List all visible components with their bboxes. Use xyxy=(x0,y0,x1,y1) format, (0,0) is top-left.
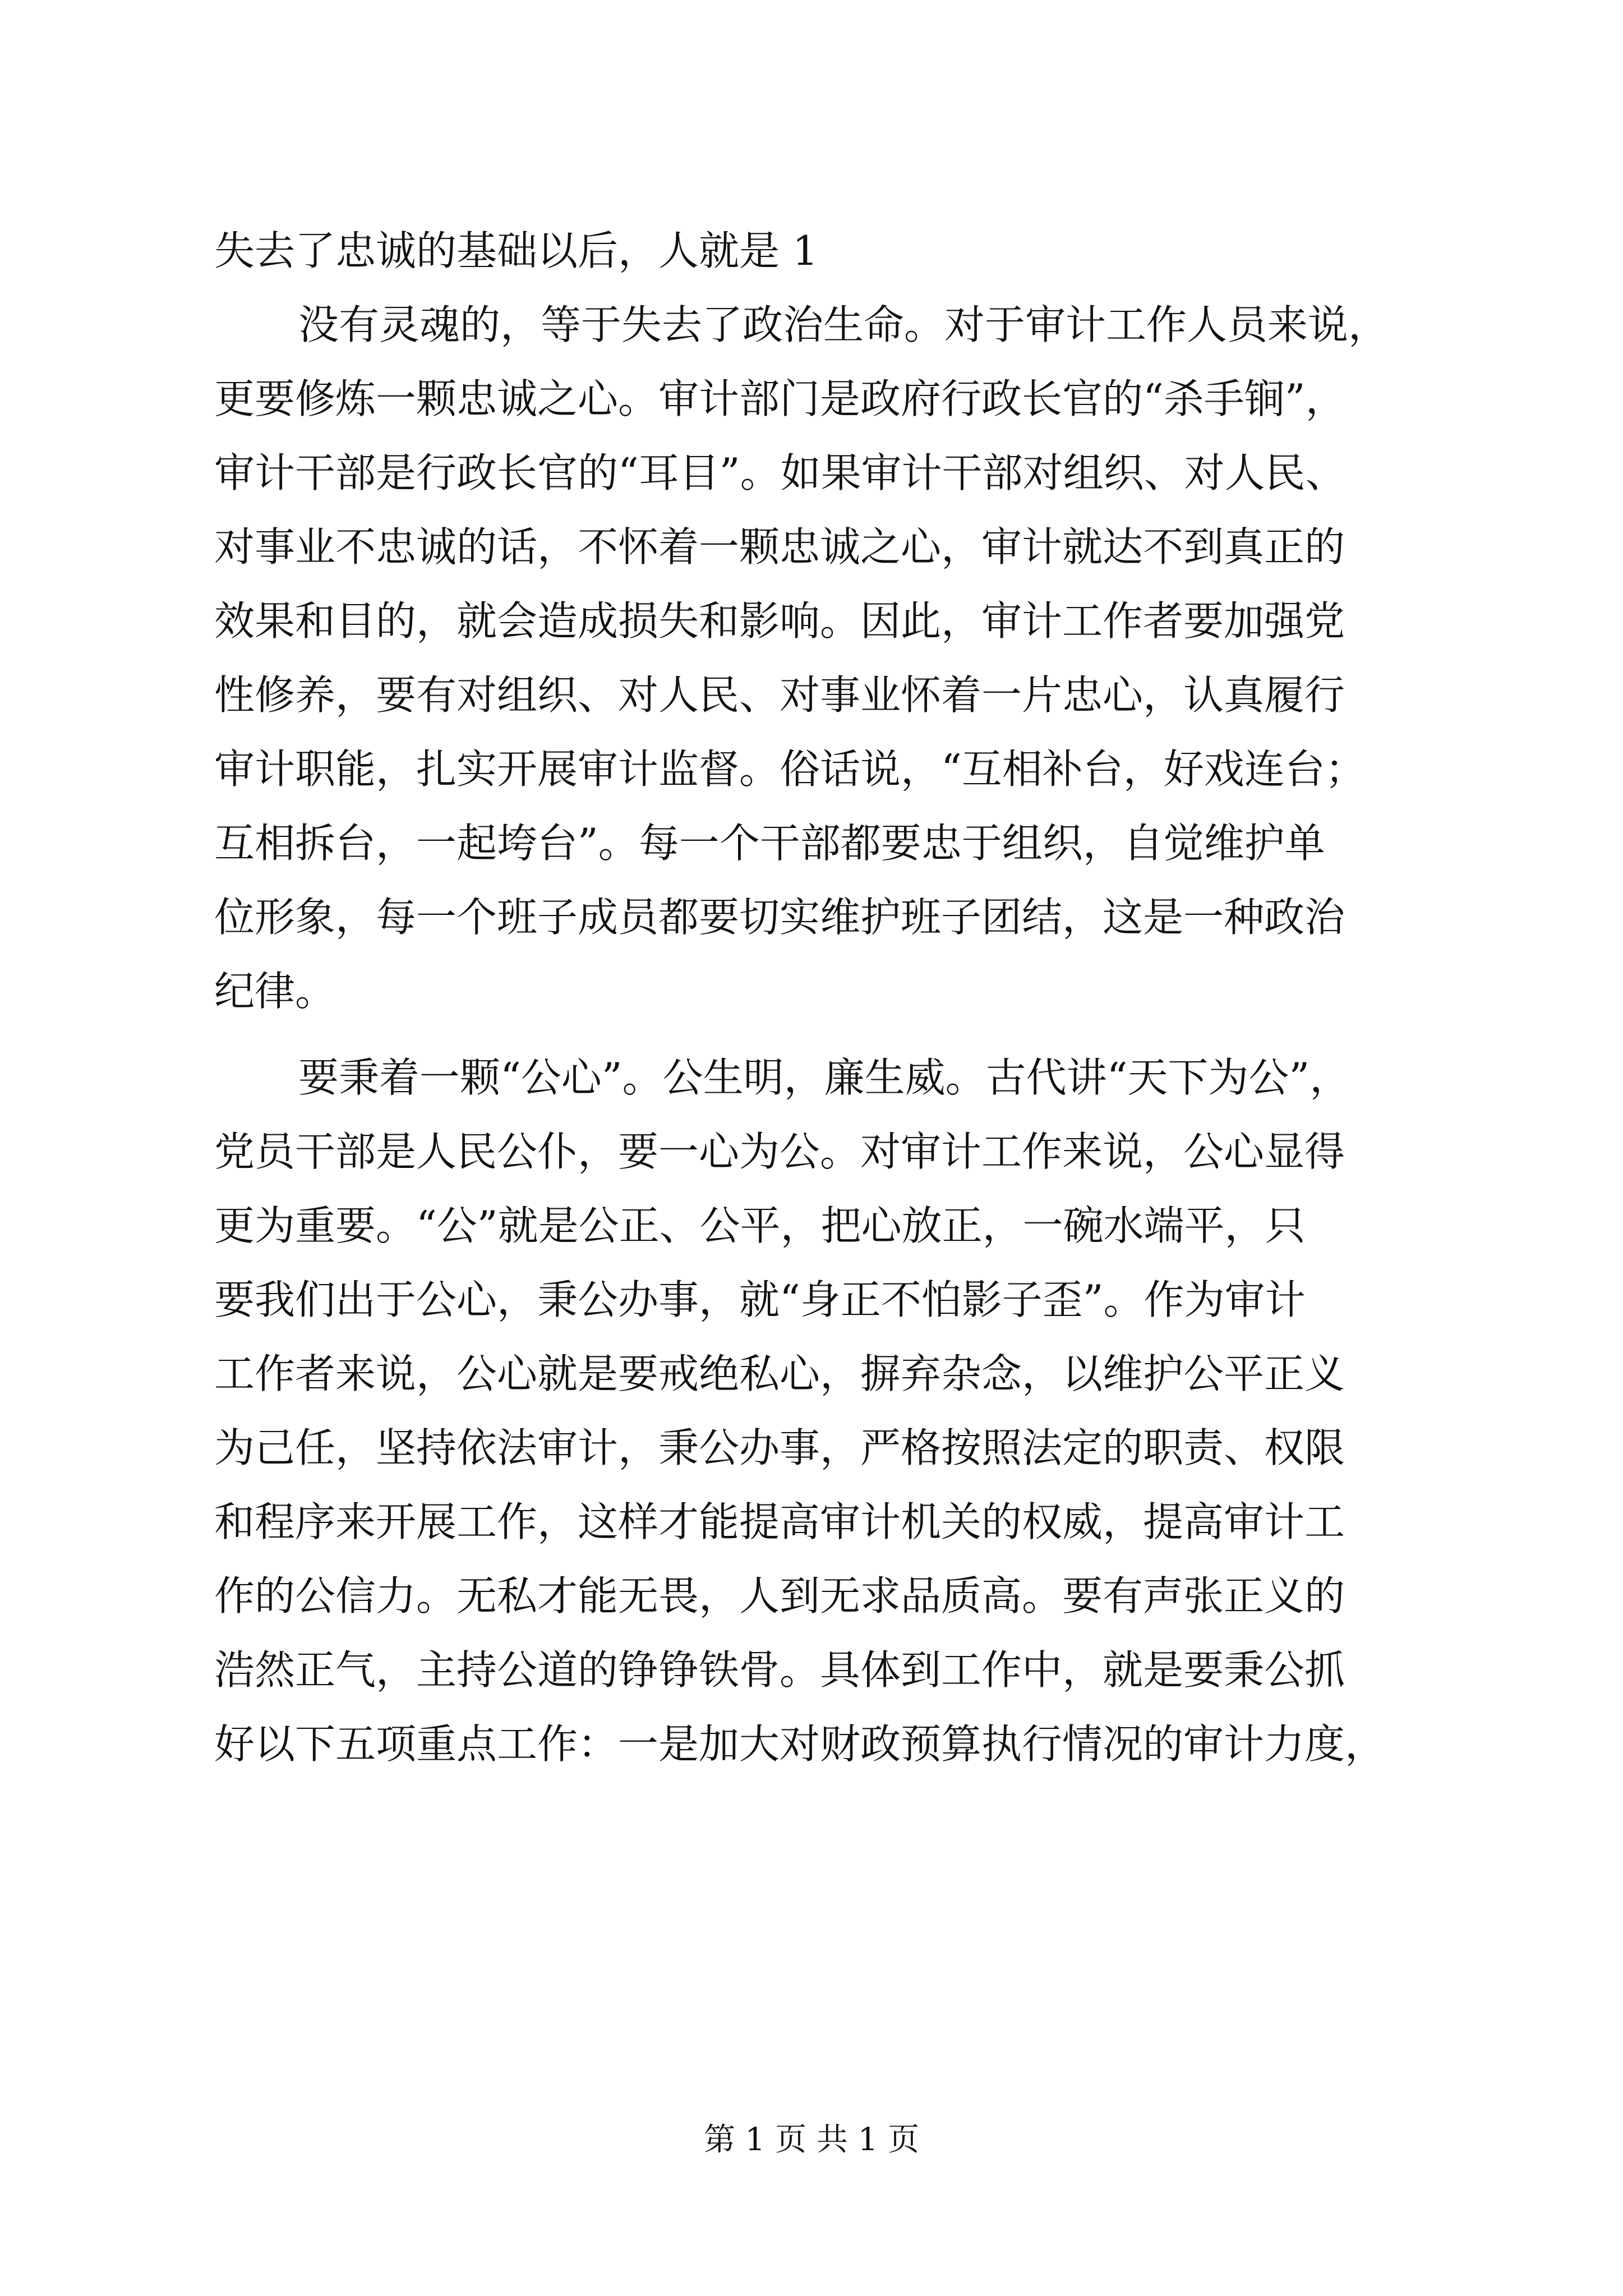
text-line: 性修养，要有对组织、对人民、对事业怀着一片忠心，认真履行 xyxy=(214,671,1345,719)
body-text xyxy=(214,214,1448,1781)
text-line: 浩然正气，主持公道的铮铮铁骨。具体到工作中，就是要秉公抓 xyxy=(214,1646,1345,1694)
text-line: 为己任，坚持依法审计，秉公办事，严格按照法定的职责、权限 xyxy=(214,1424,1345,1471)
text-line: 对事业不忠诚的话，不怀着一颗忠诚之心，审计就达不到真正的 xyxy=(214,523,1345,570)
text-line: 好以下五项重点工作：一是加大对财政预算执行情况的审计力度， xyxy=(214,1720,1386,1768)
text-line: 审计职能，扎实开展审计监督。俗话说，“互相补台，好戏连台； xyxy=(214,746,1366,793)
page-number: 第 1 页 共 1 页 xyxy=(703,2122,920,2158)
text-line: 互相拆台，一起垮台”。每一个干部都要忠于组织，自觉维护单 xyxy=(214,820,1325,867)
text-line: 和程序来开展工作，这样才能提高审计机关的权威，提高审计工 xyxy=(214,1498,1345,1545)
page-footer xyxy=(0,2120,1623,2160)
text-line: 没有灵魂的，等于失去了政治生命。对于审计工作人员来说， xyxy=(298,301,1389,348)
text-line: 党员干部是人民公仆，要一心为公。对审计工作来说，公心显得 xyxy=(214,1128,1345,1175)
text-line: 更为重要。“公”就是公正、公平，把心放正，一碗水端平，只 xyxy=(214,1202,1306,1249)
text-line: 位形象，每一个班子成员都要切实维护班子团结，这是一种政治 xyxy=(214,894,1345,941)
text-line: 审计干部是行政长官的“耳目”。如果审计干部对组织、对人民、 xyxy=(214,449,1346,496)
text-line: 要我们出于公心，秉公办事，就“身正不怕影子歪”。作为审计 xyxy=(214,1276,1306,1323)
text-line: 纪律。 xyxy=(214,968,336,1015)
text-line: 要秉着一颗“公心”。公生明，廉生威。古代讲“天下为公”， xyxy=(298,1054,1350,1101)
text-line: 作的公信力。无私才能无畏，人到无求品质高。要有声张正义的 xyxy=(214,1572,1345,1619)
text-line: 工作者来说，公心就是要戒绝私心，摒弃杂念，以维护公平正义 xyxy=(214,1350,1345,1397)
text-line: 失去了忠诚的基础以后，人就是 1 xyxy=(214,227,818,274)
text-line: 更要修炼一颗忠诚之心。审计部门是政府行政长官的“杀手锏”， xyxy=(214,375,1346,422)
text-line: 效果和目的，就会造成损失和影响。因此，审计工作者要加强党 xyxy=(214,597,1345,645)
